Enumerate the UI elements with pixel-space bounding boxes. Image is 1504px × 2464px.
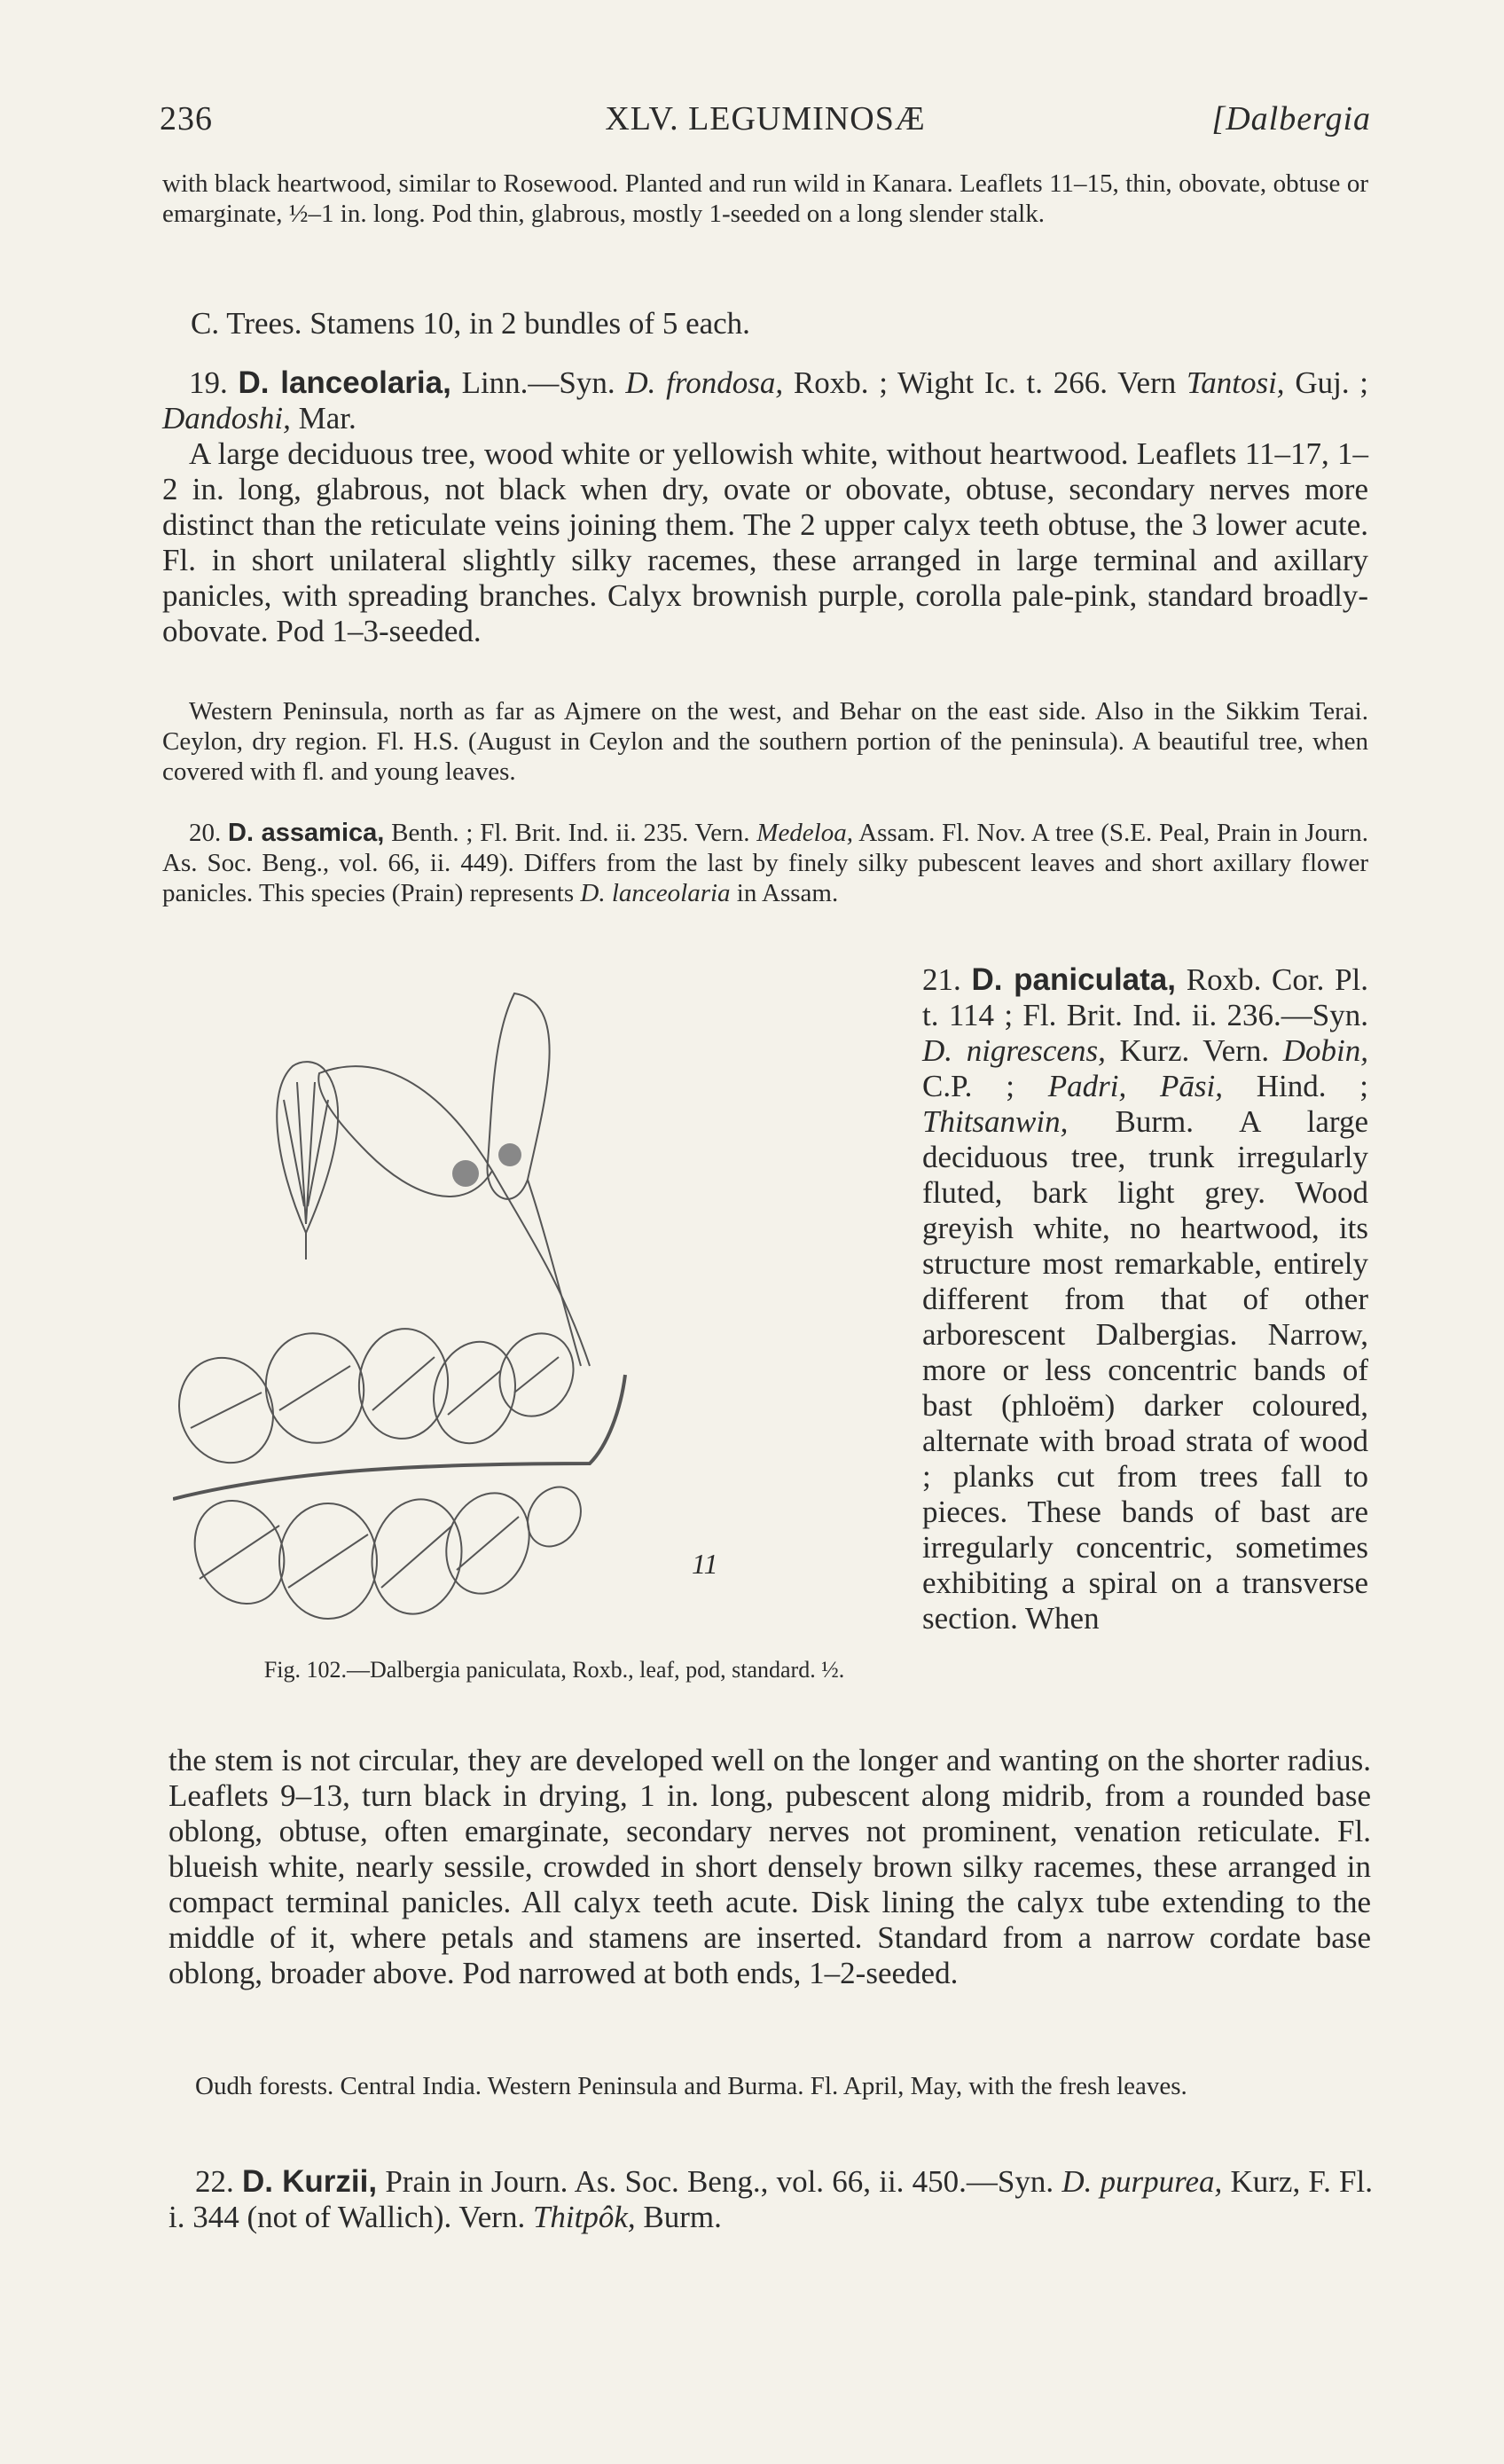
vernacular-name: Tantosi, xyxy=(1186,365,1285,400)
vernacular-name: Dandoshi, xyxy=(162,401,291,436)
pod-upper xyxy=(488,993,550,1199)
family-title: XLV. LEGUMINOSÆ xyxy=(605,100,926,137)
region: Burm. xyxy=(643,2200,722,2234)
species-name: D. assamica, xyxy=(228,819,385,847)
vernacular-name: Dobin, xyxy=(1282,1033,1369,1068)
species-22 xyxy=(168,2164,1373,2235)
species-21-wrapped-text xyxy=(922,962,1368,1636)
species-number: 22. xyxy=(195,2164,234,2199)
species-21-continuation: the stem is not circular, they are developed well on the longer and wanting on the shorter radius. Leaflets 9–13, turn black in drying, 1 in. long, pubescent along midrib, from a rounded base oblong, obtuse, often emarginate, secondary nerves not prominent, venation reticulate. Fl. blueish white, nearly sessile, crowded in short densely brown silky racemes, these arranged in compact terminal panicles. All calyx teeth acute. Disk lining the calyx tube extending to the middle of it, where petals and stamens are inserted. Standard from a narrow cordate base oblong, broader above. Pod narrowed at both ends, 1–2-seeded. xyxy=(168,1743,1371,1990)
species-name: D. lanceolaria, xyxy=(238,365,451,400)
species-19-distribution: Western Peninsula, north as far as Ajmere on the west, and Behar on the east side. Also in the Sikkim Terai. Ceylon, dry region. Fl. H.S. (August in Ceylon and the southern portion of the peninsula). A beautiful tree, when covered with fl. and young leaves. xyxy=(162,697,1368,786)
page-number: 236 xyxy=(160,100,213,137)
synonym: D. purpurea, xyxy=(1061,2164,1223,2199)
region: Hind. ; xyxy=(1256,1069,1368,1103)
species-21-description: Burm. A large deciduous tree, trunk irregularly fluted, bark light grey. Wood greyish white, no heartwood, its structure most remarkable, entirely different from that of other arborescent Dalbergias. Narrow, more or less concentric bands of bast (phloëm) darker coloured, alternate with broad strata of wood ; planks cut from trees fall to pieces. These bands of bast are irregularly concentric, sometimes exhibiting a spiral on a transverse section. When xyxy=(922,1104,1368,1636)
figure-mark: 11 xyxy=(692,1548,718,1580)
species-19 xyxy=(162,365,1368,649)
citation-cont: Kurz. Vern. xyxy=(1119,1033,1270,1068)
vernacular-name: Medeloa, xyxy=(756,819,853,847)
citation: Benth. ; Fl. Brit. Ind. ii. 235. Vern. xyxy=(391,819,750,847)
region: Mar. xyxy=(298,401,356,436)
vernacular-name: Thitpôk, xyxy=(532,2200,636,2234)
figure-label: Fig. 102. xyxy=(263,1657,347,1683)
species-20 xyxy=(162,818,1368,908)
citation: Roxb. Cor. Pl. t. 114 ; Fl. Brit. Ind. ii. 236.—Syn. xyxy=(922,962,1369,1032)
synonym: D. frondosa, xyxy=(625,365,784,400)
species-authority: Linn.—Syn. xyxy=(461,365,615,400)
leaf-illustration xyxy=(173,967,909,1650)
rachis xyxy=(173,1375,625,1499)
species-20-text: Assam. Fl. Nov. A tree (S.E. Peal, Prain in Journ. As. Soc. Beng., vol. 66, ii. 449). Differs from the last by finely silky pubescent leaves and short axillary flower panicles. This species (Prain) represents xyxy=(162,819,1369,907)
species-reference: D. lanceolaria xyxy=(580,879,731,907)
figure-caption-text: —Dalbergia paniculata, Roxb., leaf, pod, standard. ½. xyxy=(346,1657,845,1683)
section-heading-c: C. Trees. Stamens 10, in 2 bundles of 5 each. xyxy=(191,306,750,341)
figure-caption xyxy=(204,1657,905,1683)
region: Guj. ; xyxy=(1295,365,1369,400)
species-number: 21. xyxy=(922,962,961,997)
species-number: 19. xyxy=(189,365,228,400)
vernacular-name: Padri, Pāsi, xyxy=(1047,1069,1223,1103)
species-19-heading xyxy=(162,365,1368,436)
intro-paragraph: with black heartwood, similar to Rosewood. Planted and run wild in Kanara. Leaflets 11–15, thin, obovate, obtuse or emarginate, ½–1 in. long. Pod thin, glabrous, mostly 1-seeded on a long slender stalk. xyxy=(162,169,1368,228)
species-name: D. Kurzii, xyxy=(241,2164,378,2199)
citation: Roxb. ; Wight Ic. t. 266. Vern xyxy=(793,365,1177,400)
figure-102 xyxy=(173,967,909,1650)
species-20-text-end: in Assam. xyxy=(736,879,839,907)
running-head: [Dalbergia xyxy=(1211,100,1371,137)
citation: Prain in Journ. As. Soc. Beng., vol. 66, ii. 450.—Syn. xyxy=(385,2164,1054,2199)
synonym: D. nigrescens, xyxy=(922,1033,1106,1068)
citation-cont: Kurz, F. Fl. i. 344 (not of Wallich). Vern. xyxy=(168,2164,1373,2234)
species-name: D. paniculata, xyxy=(971,962,1176,997)
vernacular-name: Thitsanwin, xyxy=(922,1104,1069,1139)
species-21-distribution: Oudh forests. Central India. Western Peninsula and Burma. Fl. April, May, with the fresh leaves. xyxy=(195,2072,1187,2100)
species-19-description: A large deciduous tree, wood white or yellowish white, without heartwood. Leaflets 11–17, 1–2 in. long, glabrous, not black when dry, ovate or obovate, obtuse, secondary nerves more distinct than the reticulate veins joining them. The 2 upper calyx teeth obtuse, the 3 lower acute. Fl. in short unilateral slightly silky racemes, these arranged in large terminal and axillary panicles, with spreading branches. Calyx brownish purple, corolla pale-pink, standard broadly-obovate. Pod 1–3-seeded. xyxy=(162,436,1368,648)
region: C.P. ; xyxy=(922,1069,1014,1103)
page-header xyxy=(160,99,1371,144)
species-number: 20. xyxy=(189,819,222,847)
